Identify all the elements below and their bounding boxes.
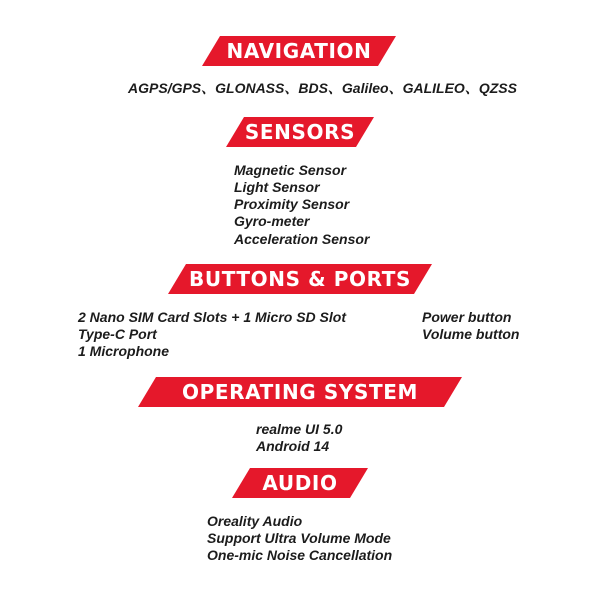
buttons-ports-item: 2 Nano SIM Card Slots + 1 Micro SD Slot [78, 309, 346, 325]
navigation-title: NAVIGATION [226, 39, 372, 63]
audio-item: Oreality Audio [207, 513, 303, 529]
buttons-ports-item: 1 Microphone [78, 343, 170, 359]
sensors-item: Proximity Sensor [234, 196, 350, 212]
buttons-ports-banner [168, 264, 432, 294]
audio-item: One-mic Noise Cancellation [207, 547, 393, 563]
navigation-banner [202, 36, 396, 66]
buttons-ports-item: Type-C Port [78, 326, 157, 342]
sensors-item: Light Sensor [234, 179, 320, 195]
operating-system-title: OPERATING SYSTEM [182, 380, 418, 404]
sensors-item: Gyro-meter [234, 213, 310, 229]
navigation-item: AGPS/GPS、GLONASS、BDS、Galileo、GALILEO、QZSS [128, 80, 517, 96]
audio-banner [232, 468, 368, 498]
sensors-item: Acceleration Sensor [234, 231, 370, 247]
sensors-item: Magnetic Sensor [234, 162, 347, 178]
operating-system-item: realme UI 5.0 [256, 421, 343, 437]
buttons-ports-title: BUTTONS & PORTS [189, 267, 411, 291]
buttons-ports-item: Volume button [422, 326, 520, 342]
sensors-title: SENSORS [244, 120, 356, 144]
buttons-ports-item: Power button [422, 309, 512, 325]
audio-item: Support Ultra Volume Mode [207, 530, 391, 546]
operating-system-item: Android 14 [256, 438, 330, 454]
sensors-banner [226, 117, 374, 147]
operating-system-banner [138, 377, 462, 407]
audio-title: AUDIO [262, 471, 338, 495]
